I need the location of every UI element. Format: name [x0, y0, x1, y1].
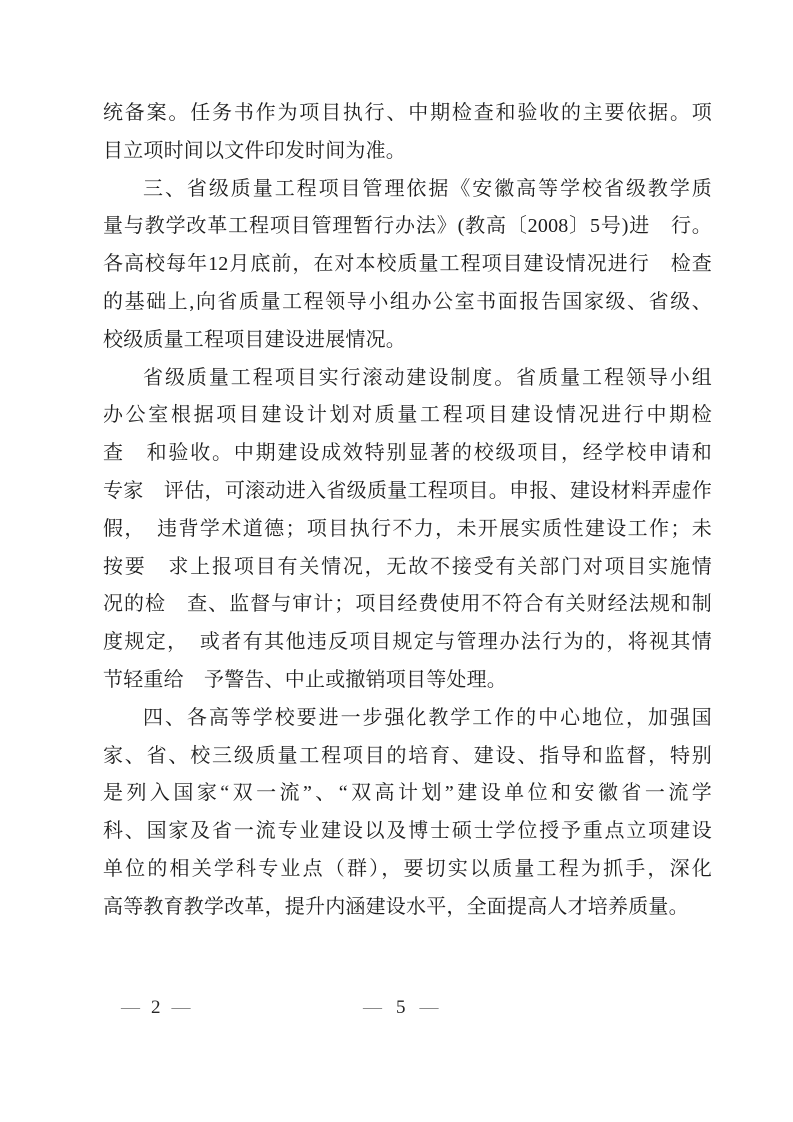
- text-line: 量与教学改革工程项目管理暂行办法》(教高〔2008〕5号)进 行。: [103, 215, 712, 238]
- text-line: 省级质量工程项目实行滚动建设制度。省质量工程领导小组: [143, 366, 712, 389]
- text-line: 四、各高等学校要进一步强化教学工作的中心地位，加强国: [143, 706, 712, 729]
- page-number-dash: —: [419, 997, 439, 1018]
- text-line: 办公室根据项目建设计划对质量工程项目建设情况进行中期检: [103, 404, 712, 427]
- text-line: 假， 违背学术道德；项目执行不力，未开展实质性建设工作；未: [103, 517, 712, 540]
- text-line: 的基础上,向省质量工程领导小组办公室书面报告国家级、省级、: [103, 290, 712, 313]
- text-line: 单位的相关学科专业点（群），要切实以质量工程为抓手，深化: [103, 857, 712, 880]
- text-line: 三、省级质量工程项目管理依据《安徽高等学校省级教学质: [143, 177, 712, 200]
- page-number-left: [121, 996, 191, 1020]
- text-line: 家、省、校三级质量工程项目的培育、建设、指导和监督，特别: [103, 744, 712, 767]
- text-line: 况的检 查、监督与审计；项目经费使用不符合有关财经法规和制: [103, 593, 712, 616]
- page-number-right: [363, 996, 439, 1020]
- page-number-dash: —: [171, 997, 191, 1018]
- text-line: 节轻重给 予警告、中止或撤销项目等处理。: [103, 668, 507, 691]
- text-line: 按要 求上报项目有关情况，无故不接受有关部门对项目实施情: [103, 555, 712, 578]
- text-line: 统备案。任务书作为项目执行、中期检查和验收的主要依据。项: [103, 102, 712, 124]
- text-line: 是列入国家“双一流”、“双高计划”建设单位和安徽省一流学: [103, 782, 712, 805]
- text-line: 查 和验收。中期建设成效特别显著的校级项目，经学校申请和: [103, 442, 712, 465]
- document-body: [103, 95, 712, 927]
- text-line: 校级质量工程项目建设进展情况。: [103, 328, 406, 351]
- text-line: 专家 评估，可滚动进入省级质量工程项目。申报、建设材料弄虚作: [103, 479, 712, 502]
- page-number-dash: —: [121, 997, 140, 1018]
- page-number-value: 2: [151, 997, 161, 1018]
- text-line: 目立项时间以文件印发时间为准。: [103, 139, 406, 162]
- text-line: 科、国家及省一流专业建设以及博士硕士学位授予重点立项建设: [103, 820, 712, 843]
- text-line: 各高校每年12月底前，在对本校质量工程项目建设情况进行 检查: [103, 253, 712, 276]
- text-line: 高等教育教学改革，提升内涵建设水平，全面提高人才培养质量。: [103, 895, 689, 918]
- text-line: 度规定， 或者有其他违反项目规定与管理办法行为的，将视其情: [103, 631, 712, 654]
- page-number-dash: —: [363, 997, 382, 1018]
- page-number-value: 5: [396, 997, 406, 1018]
